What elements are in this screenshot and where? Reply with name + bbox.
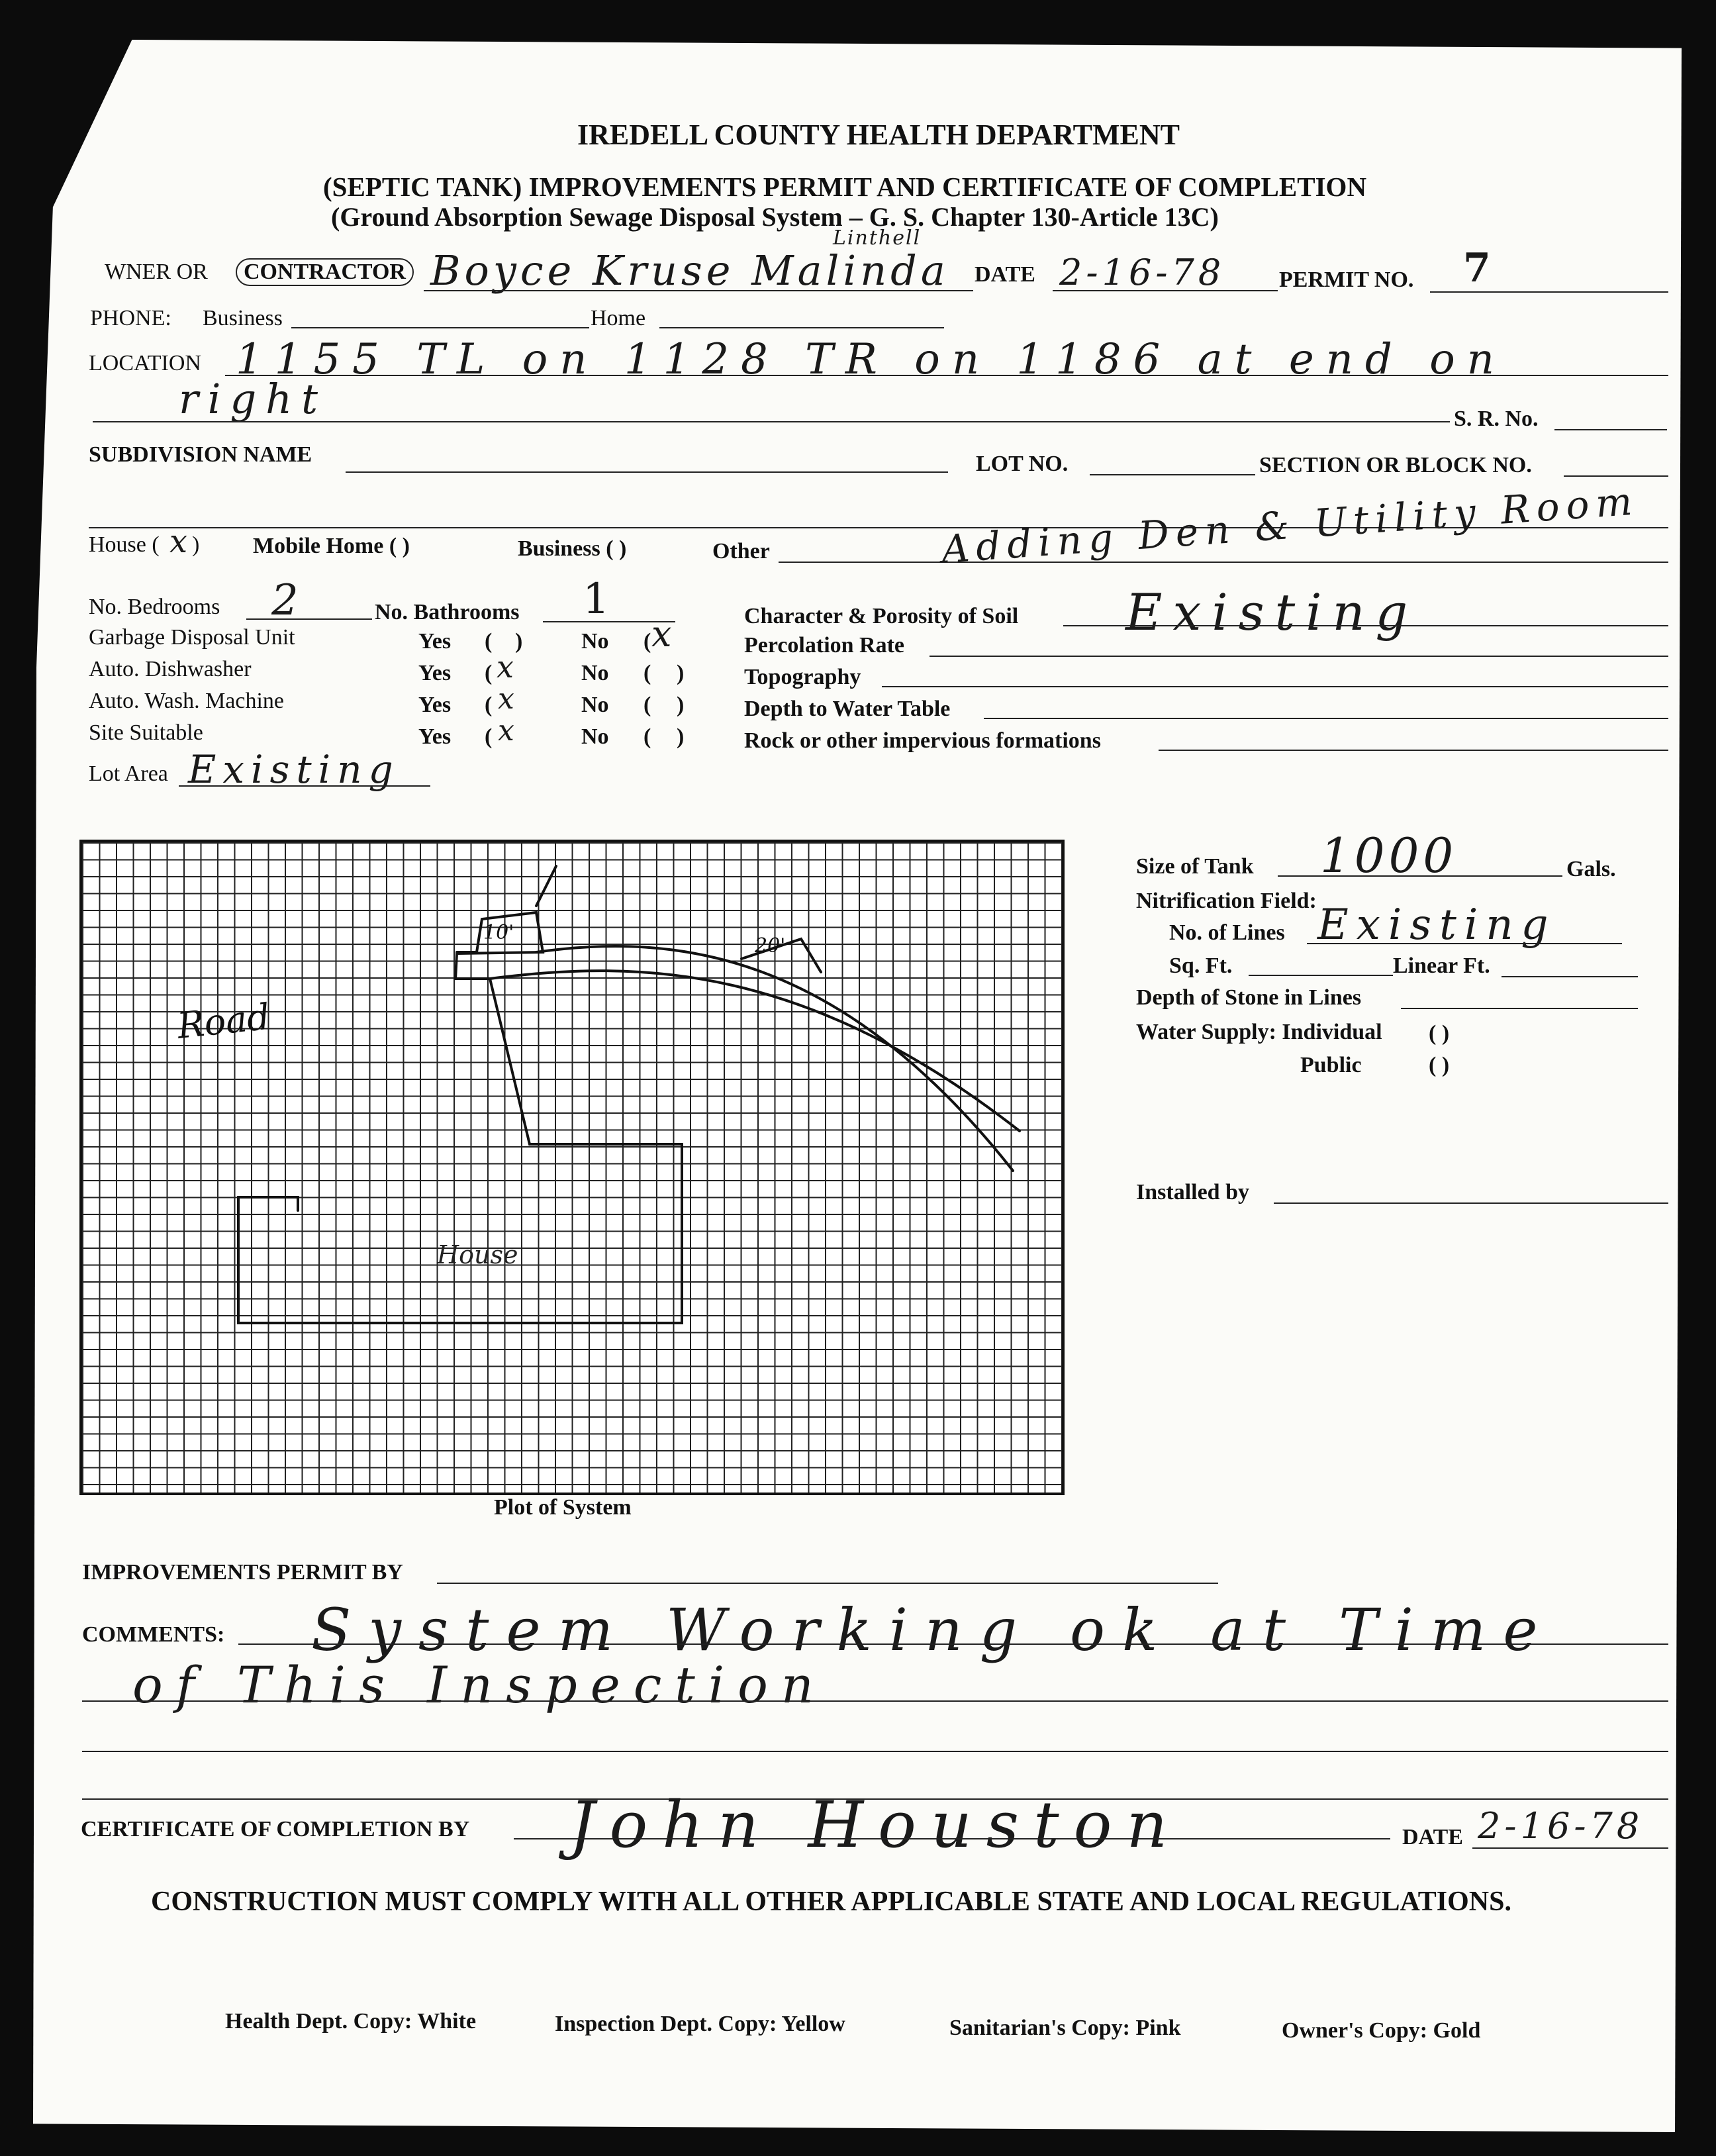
lot-no-label: LOT NO. (976, 452, 1069, 476)
location-value-line2: right (179, 375, 328, 423)
plot-sketch (79, 840, 1065, 1495)
tank-size-label: Size of Tank (1136, 854, 1254, 879)
location-line-2 (93, 421, 1450, 422)
phone-home-line (659, 327, 944, 328)
contractor-label: CONTRACTOR (236, 258, 414, 286)
phone-business-label: Business (203, 306, 283, 330)
location-line-1 (225, 375, 1668, 376)
improvements-permit-label: IMPROVEMENTS PERMIT BY (82, 1560, 403, 1585)
sketch-line-curve-1 (490, 971, 1020, 1131)
rock-label: Rock or other impervious formations (744, 728, 1101, 753)
percolation-label: Percolation Rate (744, 633, 905, 658)
sr-no-line (1554, 429, 1667, 430)
lines-count-line (1307, 943, 1622, 944)
subdivision-label: SUBDIVISION NAME (89, 442, 312, 467)
compliance-notice: CONSTRUCTION MUST COMPLY WITH ALL OTHER APPLICABLE STATE AND LOCAL REGULATIONS. (151, 1886, 1511, 1917)
lines-count-label: No. of Lines (1169, 920, 1285, 945)
wash-machine-no-open: ( (644, 693, 651, 717)
water-public-label: Public (1300, 1053, 1362, 1077)
form-statute: (Ground Absorption Sewage Disposal System – G. S. Chapter 130-Article 13C) (331, 202, 1219, 232)
wash-machine-label: Auto. Wash. Machine (89, 689, 285, 713)
copy-sanitarian: Sanitarian's Copy: Pink (949, 2016, 1181, 2040)
certificate-signature: John Houston (569, 1788, 1182, 1862)
installed-by-label: Installed by (1136, 1180, 1249, 1204)
water-supply-label: Water Supply: Individual (1136, 1020, 1382, 1044)
bedrooms-value: 2 (271, 576, 303, 625)
phone-home-label: Home (591, 306, 646, 330)
owner-value: Boyce Kruse Malinda (430, 246, 949, 295)
house-label: House ( (89, 532, 160, 557)
plot-caption: Plot of System (494, 1495, 632, 1520)
comments-line2: of This Inspection (132, 1655, 827, 1714)
wash-machine-no-close: ) (677, 693, 685, 717)
dishwasher-no-open: ( (644, 661, 651, 685)
owner-line (424, 290, 973, 291)
lot-area-line (179, 785, 430, 787)
water-table-label: Depth to Water Table (744, 697, 951, 721)
dishwasher-label: Auto. Dishwasher (89, 657, 252, 681)
soil-character-line (1063, 625, 1668, 626)
sketch-label-house: House (437, 1240, 518, 1269)
nitrification-label: Nitrification Field: (1136, 889, 1317, 913)
tank-size-line (1278, 875, 1562, 877)
site-suitable-yes: Yes (418, 724, 452, 749)
comments-line-3 (82, 1751, 1668, 1752)
sqft-label: Sq. Ft. (1169, 954, 1233, 978)
comments-line-1 (238, 1643, 1668, 1645)
section-block-line (1564, 475, 1668, 477)
form-subtitle: (SEPTIC TANK) IMPROVEMENTS PERMIT AND CERTIFICATE OF COMPLETION (323, 172, 1367, 202)
tank-size-value: 1000 (1320, 828, 1458, 883)
permit-no-value: 7 (1463, 245, 1495, 291)
bathrooms-label: No. Bathrooms (375, 600, 520, 624)
linear-ft-line (1502, 976, 1638, 977)
site-suitable-no-open: ( (644, 724, 651, 749)
site-suitable-yes-open: ( (485, 724, 493, 749)
topography-line (882, 686, 1668, 687)
date-line (1053, 290, 1278, 291)
other-value: Adding Den & Utility Room (940, 478, 1641, 572)
dishwasher-yes: Yes (418, 661, 452, 685)
copy-health: Health Dept. Copy: White (225, 2009, 477, 2034)
installed-by-line (1274, 1202, 1668, 1204)
mobile-home-label: Mobile Home ( ) (253, 534, 410, 558)
dishwasher-no: No (581, 661, 609, 685)
sketch-dim-b: 20' (755, 934, 786, 957)
section-block-label: SECTION OR BLOCK NO. (1259, 453, 1532, 477)
water-individual-paren: ( ) (1429, 1021, 1450, 1046)
sqft-line (1249, 975, 1393, 976)
certificate-label: CERTIFICATE OF COMPLETION BY (81, 1817, 470, 1841)
location-value-line1: 1155 TL on 1128 TR on 1186 at end on (236, 335, 1506, 384)
dishwasher-no-close: ) (677, 661, 685, 685)
certificate-date-label: DATE (1402, 1825, 1463, 1849)
site-suitable-yes-mark: x (498, 714, 518, 748)
business-label: Business ( ) (518, 536, 627, 561)
house-close: ) (192, 532, 200, 557)
rock-line (1159, 750, 1668, 751)
lot-area-label: Lot Area (89, 761, 168, 786)
comments-line-2 (82, 1700, 1668, 1702)
soil-character-value: Existing (1125, 583, 1419, 642)
garbage-yes: Yes (418, 629, 452, 654)
house-mark: x (169, 523, 192, 560)
wash-machine-yes-open: ( (485, 693, 493, 717)
wash-machine-yes: Yes (418, 693, 452, 717)
improvements-permit-line (437, 1583, 1218, 1584)
subdivision-line (346, 471, 948, 473)
bedrooms-label: No. Bedrooms (89, 595, 220, 619)
topography-label: Topography (744, 665, 861, 689)
garbage-no: No (581, 629, 609, 654)
wash-machine-no: No (581, 693, 609, 717)
phone-label: PHONE: (90, 306, 171, 330)
copy-owner: Owner's Copy: Gold (1282, 2018, 1481, 2043)
copy-inspection: Inspection Dept. Copy: Yellow (555, 2012, 845, 2036)
garbage-yes-open: ( (485, 629, 493, 654)
bedrooms-line (246, 618, 372, 620)
lines-count-value: Existing (1317, 901, 1556, 950)
date-label: DATE (975, 262, 1035, 287)
site-suitable-label: Site Suitable (89, 720, 203, 745)
tank-gals-label: Gals. (1566, 857, 1616, 881)
percolation-line (930, 656, 1668, 657)
garbage-no-mark: x (651, 613, 676, 655)
certificate-line (514, 1838, 1390, 1839)
lot-area-value: Existing (188, 747, 400, 792)
dishwasher-yes-mark: x (497, 649, 518, 685)
sketch-label-road: Road (175, 995, 272, 1047)
water-table-line (984, 718, 1668, 719)
owner-label: WNER OR (105, 260, 208, 284)
permit-line (1430, 291, 1668, 293)
form-title: IREDELL COUNTY HEALTH DEPARTMENT (577, 119, 1180, 151)
garbage-label: Garbage Disposal Unit (89, 625, 295, 650)
wash-machine-yes-mark: x (498, 682, 518, 716)
site-suitable-no: No (581, 724, 609, 749)
sketch-line-curve-2 (536, 946, 1013, 1171)
bathrooms-value: 1 (583, 575, 614, 624)
water-public-paren: ( ) (1429, 1053, 1450, 1077)
other-label: Other (712, 539, 770, 564)
linear-ft-label: Linear Ft. (1393, 954, 1490, 978)
soil-character-label: Character & Porosity of Soil (744, 604, 1019, 628)
phone-business-line (291, 327, 589, 328)
other-line (779, 562, 1668, 563)
certificate-date-line (1472, 1847, 1668, 1849)
site-suitable-no-close: ) (677, 724, 685, 749)
sketch-arrow (536, 866, 556, 906)
lot-no-line (1090, 474, 1255, 475)
garbage-yes-close: ) (515, 629, 523, 654)
permit-no-label: PERMIT NO. (1279, 268, 1414, 292)
comments-label: COMMENTS: (82, 1622, 225, 1647)
dishwasher-yes-open: ( (485, 661, 493, 685)
sketch-dim-a: 10' (483, 921, 514, 944)
comments-line1: System Working ok at Time (311, 1596, 1555, 1664)
location-label: LOCATION (89, 351, 201, 375)
stone-depth-label: Depth of Stone in Lines (1136, 985, 1362, 1010)
certificate-date-value: 2-16-78 (1478, 1805, 1644, 1847)
garbage-no-open: ( (644, 629, 651, 654)
sr-no-label: S. R. No. (1454, 407, 1539, 431)
owner-value-note: Linthell (833, 226, 922, 250)
date-value: 2-16-78 (1059, 252, 1225, 293)
stone-depth-line (1401, 1008, 1638, 1009)
